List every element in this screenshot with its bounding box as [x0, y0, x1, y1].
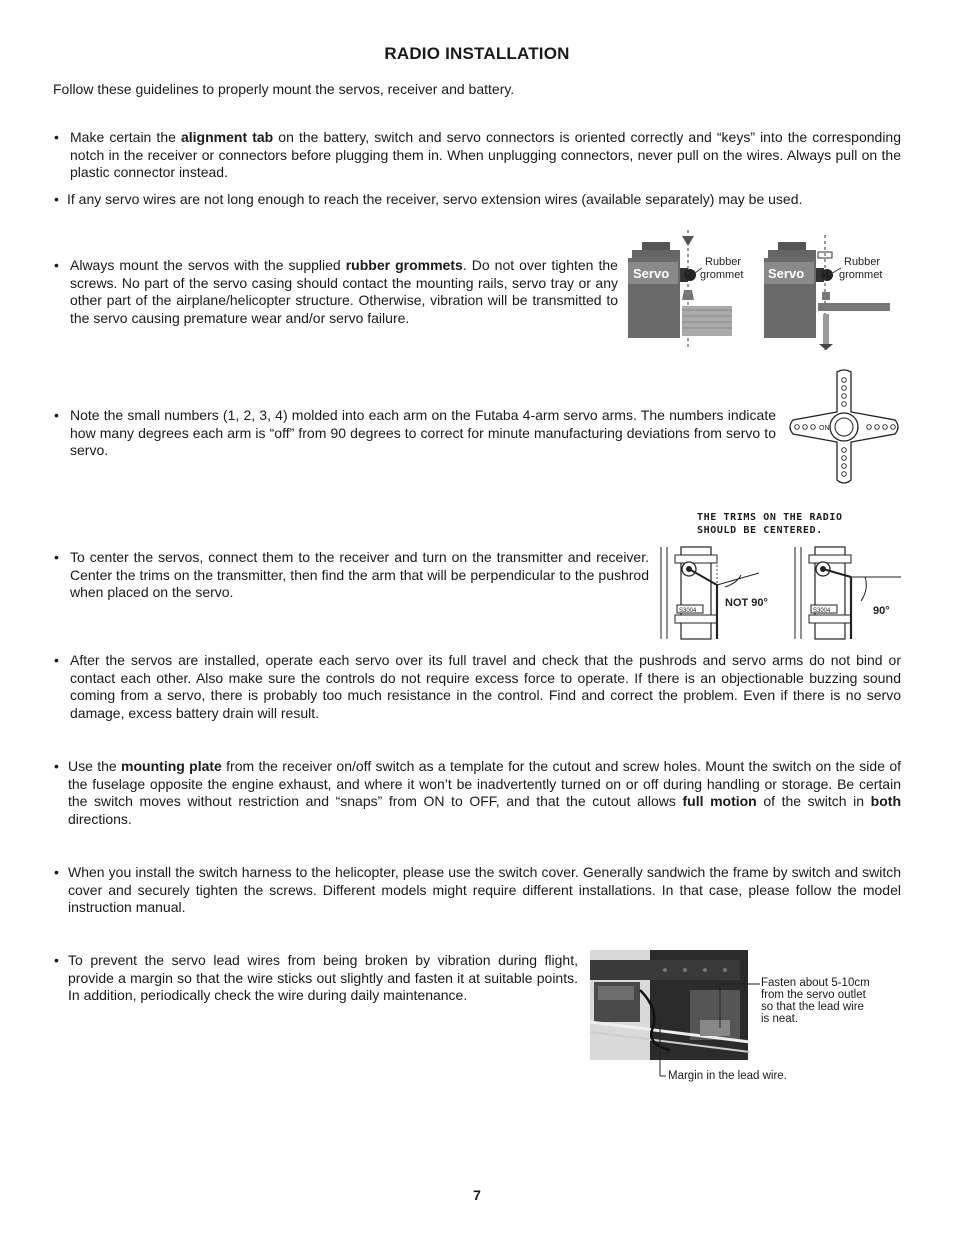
bullet-alignment-tab: [70, 129, 901, 182]
text: . Do not over tighten the screws. No part of the servo casing should contact the mounting rails, servo tray or any other part of the airplane/helicopter structure. Otherwise, vibration will be transmitted to the servo causing premature wear and/or servo failure.: [70, 257, 618, 326]
bold-term: alignment tab: [180, 129, 274, 145]
servo-label: Servo: [633, 266, 670, 281]
note-line: from the servo outlet: [761, 989, 866, 1001]
trims-caption-line2: SHOULD BE CENTERED.: [697, 525, 823, 536]
arm-label: ON: [819, 425, 830, 432]
bold-term: mounting plate: [121, 758, 222, 774]
bullet-dot: •: [54, 129, 59, 145]
text: directions.: [68, 810, 132, 827]
grommet-label-line1: Rubber: [705, 256, 742, 268]
bullet-dot: •: [54, 191, 59, 207]
bullet-extension-wires: If any servo wires are not long enough to reach the receiver, servo extension wires (available separately) may be used.: [67, 191, 803, 207]
bold-term: full motion: [682, 793, 757, 810]
bullet-dot: •: [54, 257, 59, 273]
screw-icon: [682, 236, 694, 246]
servo-arm-figure: [785, 368, 903, 486]
text: of the switch in: [756, 793, 871, 810]
servo-horn-outline: [790, 370, 898, 483]
bullet-dot: •: [54, 652, 59, 668]
bullet-dot: •: [54, 758, 59, 774]
grommet-label-right-line1: Rubber: [844, 256, 881, 268]
bold-term: rubber grommets: [345, 257, 463, 273]
text: from the receiver on/off switch as a template for the cutout and screw holes. Mount the switch on the side of the fuselage opposite the engine exhaust, and where it won’t be inadvertently turned on or off during handling or storage. Be certain the switch moves without restriction and “snaps” from ON to OFF, and that the cutout allows: [68, 758, 901, 810]
bullet-switch-cover: When you install the switch harness to the helicopter, please use the switch cover. Generally sandwich the frame by switch and switch cover and securely tighten the screws. Different models might require different installations. In that case, please follow the model instruction manual.: [68, 864, 901, 916]
lead-wire-note: [761, 977, 870, 1025]
intro-text: Follow these guidelines to properly mount the servos, receiver and battery.: [53, 81, 515, 97]
servo-model-label-right: S3004: [813, 608, 831, 614]
page-title: RADIO INSTALLATION: [384, 44, 570, 63]
text: Make certain the: [70, 129, 181, 145]
bullet-operate-servos: After the servos are installed, operate each servo over its full travel and check that the pushrods and servo arms do not bind or contact each other. Also make sure the controls do not require excess force to operate. If there is an objectionable buzzing sound coming from a servo, there is probably too much resistance in the control. Find and correct the problem. Even if there is no servo damage, excess battery drain will result.: [70, 652, 901, 721]
note-line: is neat.: [761, 1013, 799, 1025]
grommet-label-right-line2: grommet: [839, 269, 883, 281]
bullet-servo-arm-numbers: Note the small numbers (1, 2, 3, 4) molded into each arm on the Futaba 4-arm servo arms. The numbers indicate how many degrees each arm is “off” from 90 degrees to correct for minute manufacturing deviations from servo to servo.: [70, 407, 776, 459]
not-90-label: NOT 90°: [725, 597, 768, 609]
note-line: so that the lead wire: [761, 1001, 864, 1013]
mounting-rail-right: [818, 303, 890, 311]
margin-note: Margin in the lead wire.: [668, 1070, 787, 1082]
bullet-mounting-plate: [68, 758, 901, 828]
text: Use the: [68, 758, 122, 774]
bullet-dot: •: [54, 549, 59, 565]
text: Always mount the servos with the supplied: [70, 257, 346, 273]
servo-model-label: S3004: [679, 608, 697, 614]
bullet-rubber-grommets: [70, 257, 618, 327]
trims-caption: [697, 511, 843, 537]
bold-term: both: [870, 793, 901, 810]
bullet-dot: •: [54, 952, 59, 968]
bullet-lead-wires: To prevent the servo lead wires from being broken by vibration during flight, provide a margin so that the wire sticks out slightly and fasten it at suitable points. In addition, periodically check the wire during daily maintenance.: [68, 952, 578, 1004]
trims-caption-line1: THE TRIMS ON THE RADIO: [697, 512, 843, 523]
callout-lines: [640, 978, 765, 1078]
trims-figure: [655, 543, 905, 643]
servo-grommet-figure: [626, 230, 896, 355]
bullet-center-servos: To center the servos, connect them to the receiver and turn on the transmitter and receiver. Center the trims on the transmitter, then find the arm that will be perpendicular to the pushrod when placed on the servo.: [70, 549, 649, 601]
grommet-icon: [684, 269, 696, 281]
ok-90-label: 90°: [873, 605, 890, 617]
bullet-dot: •: [54, 864, 59, 880]
grommet-label-line2: grommet: [700, 269, 744, 281]
bullet-dot: •: [54, 407, 59, 423]
note-line: Fasten about 5-10cm: [761, 977, 870, 989]
grommet-icon: [821, 269, 833, 281]
page-number: 7: [473, 1187, 481, 1203]
text: on the battery, switch and servo connectors is oriented correctly and “keys” into the corresponding notch in the receiver or connectors before plugging them in. When unplugging connectors, never pull on the wires. Always pull on the plastic connector instead.: [70, 129, 902, 181]
servo-label-right: Servo: [768, 266, 805, 281]
screw-icon: [823, 314, 829, 344]
